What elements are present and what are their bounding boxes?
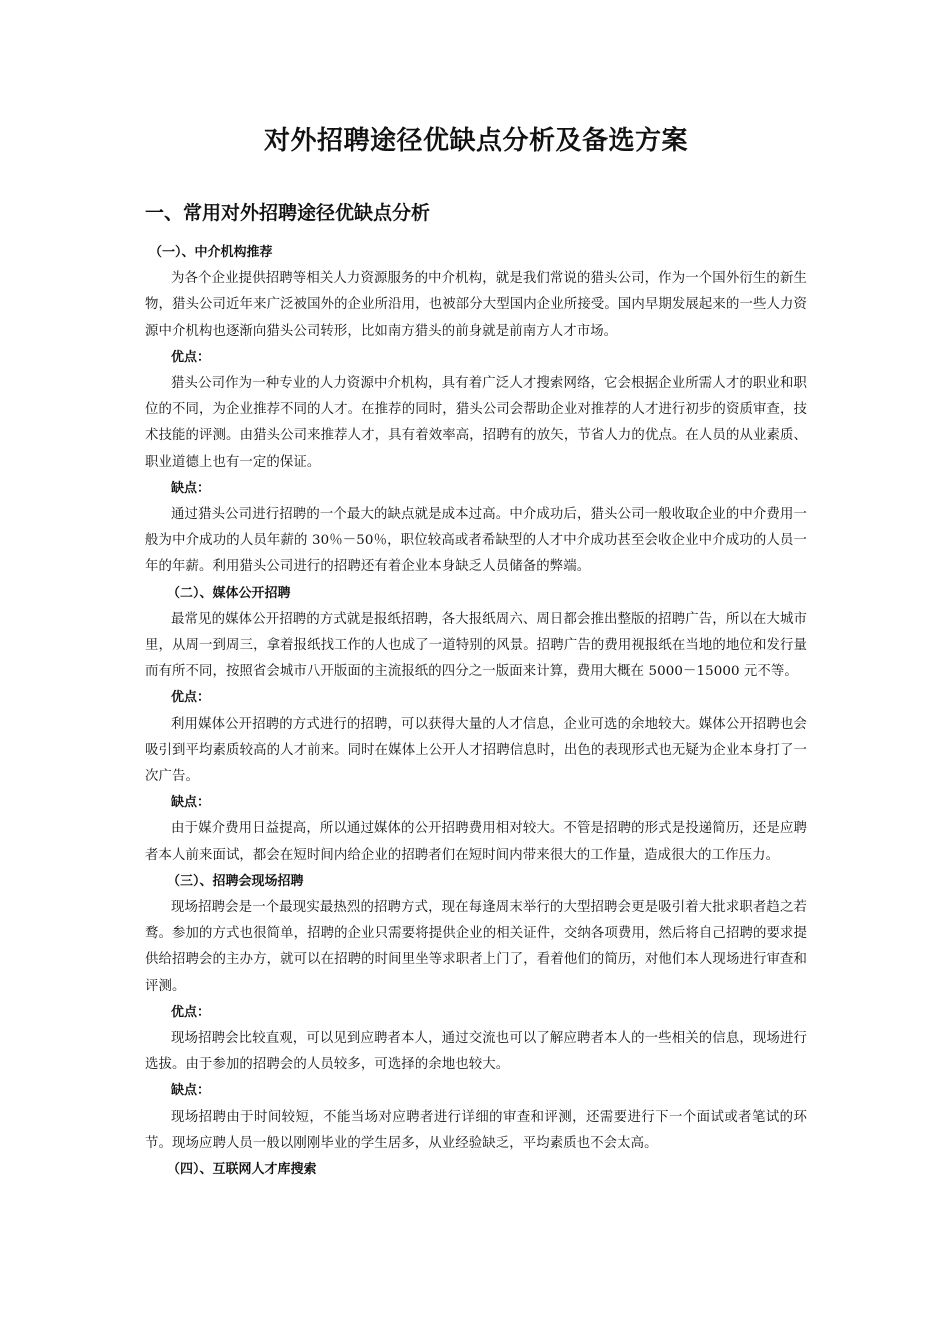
document-title: 对外招聘途径优缺点分析及备选方案 (263, 126, 688, 156)
body-paragraph: 为各个企业提供招聘等相关人力资源服务的中介机构，就是我们常说的猎头公司，作为一个国外衍生的新生物，猎头公司近年来广泛被国外的企业所沿用，也被部分大型国内企业所接受。国内早期发展起来的一些人力资源中介机构也逐渐向猎头公司转形，比如南方猎头的前身就是前南方人才市场。 (145, 271, 807, 339)
pros-label: 优点： (171, 690, 211, 706)
pros-label: 优点： (171, 1004, 211, 1020)
body-paragraph: 现场招聘会是一个最现实最热烈的招聘方式，现在每逢周末举行的大型招聘会更是吸引着大批求职者趋之若鹜。参加的方式也很简单，招聘的企业只需要将提供企业的相关证件，交纳各项费用，然后将自己招聘的要求提供给招聘会的主办方，就可以在招聘的时间里坐等求职者上门了，看着他们的简历，对他们本人现场进行审查和评测。 (145, 899, 807, 994)
pros-label: 优点： (171, 349, 211, 365)
document-body (145, 240, 807, 1183)
subsection-heading: （三）、招聘会现场招聘 (167, 873, 304, 889)
body-paragraph: 最常见的媒体公开招聘的方式就是报纸招聘，各大报纸周六、周日都会推出整版的招聘广告，所以在大城市里，从周一到周三，拿着报纸找工作的人也成了一道特别的风景。招聘广告的费用视报纸在当地的地位和发行量而有所不同，按照省会城市八开版面的主流报纸的四分之一版面来计算，费用大概在 5000－15000 元不等。 (145, 611, 807, 680)
cons-label: 缺点： (171, 1083, 211, 1099)
body-paragraph: 通过猎头公司进行招聘的一个最大的缺点就是成本过高。中介成功后，猎头公司一般收取企业的中介费用一般为中介成功的人员年薪的 30％－50％，职位较高或者希缺型的人才中介成功甚至会收企业中介成功的人员一年的年薪。利用猎头公司进行的招聘还有着企业本身缺乏人员储备的弊端。 (145, 506, 807, 575)
body-paragraph: 猎头公司作为一种专业的人力资源中介机构，具有着广泛人才搜索网络，它会根据企业所需人才的职业和职位的不同，为企业推荐不同的人才。在推荐的同时，猎头公司会帮助企业对推荐的人才进行初步的资质审查，技术技能的评测。由猎头公司来推荐人才，具有着效率高，招聘有的放矢，节省人力的优点。在人员的从业素质、职业道德上也有一定的保证。 (145, 375, 807, 470)
body-paragraph: 由于媒介费用日益提高，所以通过媒体的公开招聘费用相对较大。不管是招聘的形式是投递简历，还是应聘者本人前来面试，都会在短时间内给企业的招聘者们在短时间内带来很大的工作量，造成很大的工作压力。 (145, 821, 807, 863)
body-paragraph: 现场招聘会比较直观，可以见到应聘者本人，通过交流也可以了解应聘者本人的一些相关的信息，现场进行选拔。由于参加的招聘会的人员较多，可选择的余地也较大。 (145, 1030, 807, 1073)
subsection-heading: （一）、中介机构推荐 (149, 245, 273, 260)
body-paragraph: 利用媒体公开招聘的方式进行的招聘，可以获得大量的人才信息，企业可选的余地较大。媒体公开招聘也会吸引到平均素质较高的人才前来。同时在媒体上公开人才招聘信息时，出色的表现形式也无疑为企业本身打了一次广告。 (145, 716, 807, 784)
subsection-heading: （二）、媒体公开招聘 (167, 585, 291, 601)
subsection-heading: （四）、互联网人才库搜索 (167, 1161, 317, 1177)
body-paragraph: 现场招聘由于时间较短，不能当场对应聘者进行详细的审查和评测，还需要进行下一个面试或者笔试的环节。现场应聘人员一般以刚刚毕业的学生居多，从业经验缺乏，平均素质也不会太高。 (145, 1109, 807, 1151)
section-title: 一、常用对外招聘途径优缺点分析 (145, 202, 431, 224)
cons-label: 缺点： (171, 795, 211, 811)
cons-label: 缺点： (171, 480, 211, 496)
